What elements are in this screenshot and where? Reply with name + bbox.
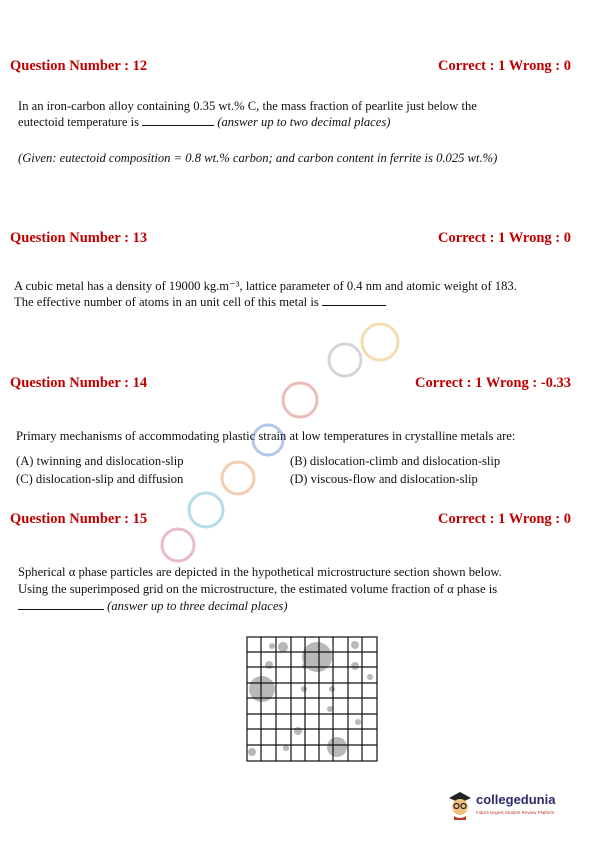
collegedunia-logo <box>446 786 576 826</box>
option-a: (A) twinning and dislocation-slip <box>16 454 184 468</box>
question-12-text-line2a: eutectoid temperature is <box>18 115 139 129</box>
alpha-particle <box>265 661 273 669</box>
alpha-particles <box>248 641 373 757</box>
question-12-text-line2 <box>18 114 390 130</box>
question-number: Question Number : 12 <box>10 58 148 74</box>
option-b: (B) dislocation-climb and dislocation-slip <box>290 454 501 468</box>
alpha-particle <box>301 686 307 692</box>
seal-icon <box>222 462 254 494</box>
question-12-text-line1: In an iron-carbon alloy containing 0.35 wt.% C, the mass fraction of pearlite just below the <box>18 99 477 113</box>
question-15-text-line1: Spherical α phase particles are depicted in the hypothetical microstructure section shown below. <box>18 565 502 579</box>
question-14-stem: Primary mechanisms of accommodating plastic strain at low temperatures in crystalline metals are: <box>16 429 516 443</box>
alpha-particle <box>327 737 347 757</box>
brand-tagline: India's largest Student Review Platform <box>476 810 555 815</box>
score-label: Correct : 1 Wrong : 0 <box>437 511 571 527</box>
answer-blank <box>142 114 214 126</box>
question-number: Question Number : 14 <box>10 375 148 391</box>
question-13-text-line2-label: The effective number of atoms in an unit cell of this metal is <box>14 295 319 309</box>
alpha-particle <box>351 662 359 670</box>
watermark-seals <box>160 300 420 580</box>
seal-icon <box>189 493 223 527</box>
alpha-particle <box>294 727 302 735</box>
question-number: Question Number : 13 <box>10 230 148 246</box>
alpha-particle <box>329 686 335 692</box>
question-12-header <box>0 58 595 78</box>
answer-instruction: (answer up to two decimal places) <box>217 115 391 129</box>
alpha-particle <box>355 719 361 725</box>
score-label: Correct : 1 Wrong : -0.33 <box>415 375 571 391</box>
question-number: Question Number : 15 <box>10 511 148 527</box>
alpha-particle <box>278 642 288 652</box>
answer-instruction: (answer up to three decimal places) <box>107 599 288 613</box>
alpha-particle <box>283 745 289 751</box>
question-13-text-line1: A cubic metal has a density of 19000 kg.m⁻³, lattice parameter of 0.4 nm and atomic weight of 183. <box>14 279 517 293</box>
answer-blank <box>18 598 104 610</box>
alpha-particle <box>269 643 275 649</box>
alpha-particle <box>327 706 333 712</box>
seal-icon <box>253 425 283 455</box>
alpha-particle <box>351 641 359 649</box>
score-label: Correct : 1 Wrong : 0 <box>437 58 571 74</box>
question-13-header <box>0 230 595 250</box>
question-15-text-line2: Using the superimposed grid on the microstructure, the estimated volume fraction of α phase is <box>18 582 498 596</box>
seal-icon <box>162 529 194 561</box>
question-15-text-line3 <box>18 598 288 614</box>
seal-icon <box>329 344 361 376</box>
score-label: Correct : 1 Wrong : 0 <box>437 230 571 246</box>
option-d: (D) viscous-flow and dislocation-slip <box>290 472 478 486</box>
alpha-particle <box>367 674 373 680</box>
graduate-mascot-icon <box>446 790 474 820</box>
brand-name: collegedunia <box>476 792 556 807</box>
microstructure-grid-figure <box>246 636 378 762</box>
seal-icon <box>362 324 398 360</box>
option-c: (C) dislocation-slip and diffusion <box>16 472 184 486</box>
question-12-given: (Given: eutectoid composition = 0.8 wt.% carbon; and carbon content in ferrite is 0.025 wt.%) <box>18 151 498 165</box>
alpha-particle <box>248 748 256 756</box>
seal-icon <box>283 383 317 417</box>
